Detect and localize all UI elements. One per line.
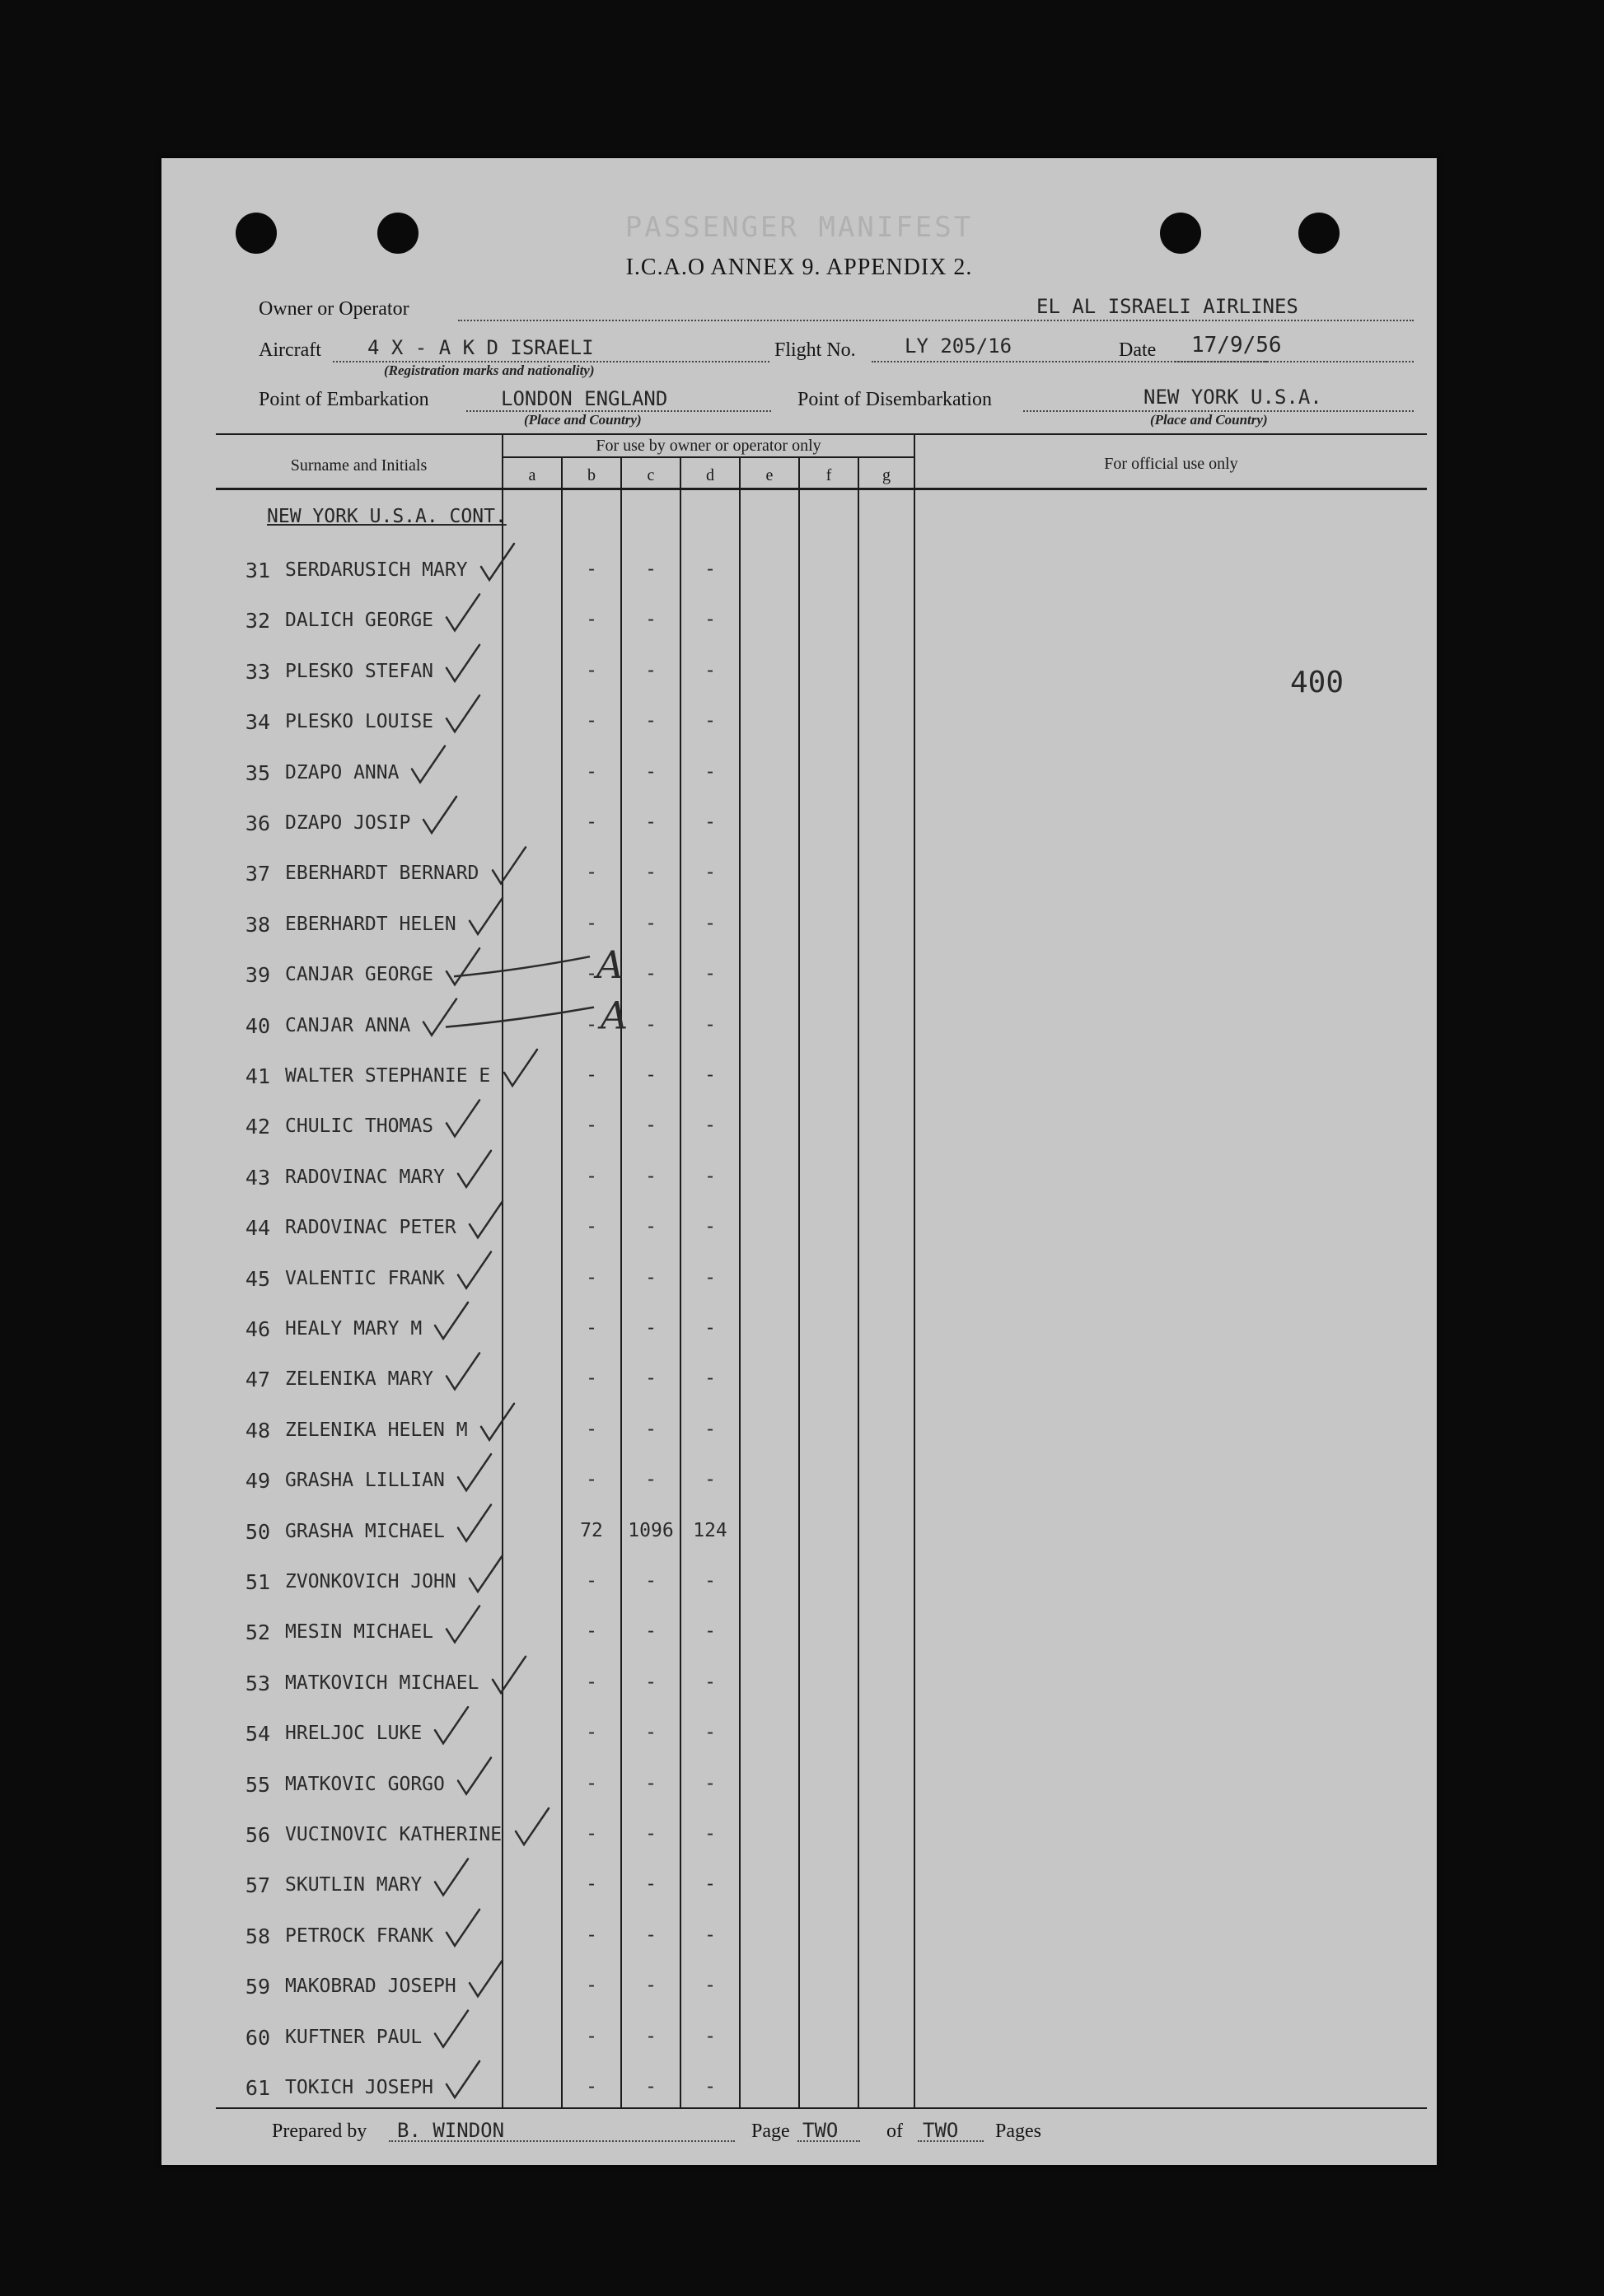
cell-c: - xyxy=(645,710,657,732)
cell-b: - xyxy=(586,1873,597,1896)
embark-value: LONDON ENGLAND xyxy=(501,387,668,410)
check-mark xyxy=(423,999,456,1036)
cell-d: - xyxy=(704,1873,716,1896)
cell-b: - xyxy=(586,1671,597,1693)
of-label: of xyxy=(886,2121,903,2142)
passenger-name: ZELENIKA MARY xyxy=(285,1368,434,1391)
passenger-name: MATKOVIC GORGO xyxy=(285,1773,445,1795)
cell-c: - xyxy=(645,1924,657,1946)
cell-d: - xyxy=(704,963,716,985)
owner-label: Owner or Operator xyxy=(259,298,409,320)
column-header-f: f xyxy=(825,466,832,484)
pen-stroke xyxy=(454,956,590,976)
cell-d: - xyxy=(704,1823,716,1845)
cell-c: - xyxy=(645,609,657,631)
cell-d: - xyxy=(704,609,716,631)
cell-d: - xyxy=(704,1469,716,1491)
cell-d: - xyxy=(704,659,716,681)
row-number: 36 xyxy=(245,811,270,835)
passenger-name: VALENTIC FRANK xyxy=(285,1267,445,1289)
check-mark xyxy=(435,1302,468,1339)
cell-b: - xyxy=(586,760,597,783)
cell-d: - xyxy=(704,710,716,732)
column-header-d: d xyxy=(706,466,714,484)
check-mark xyxy=(458,1454,491,1490)
row-number: 34 xyxy=(245,710,270,735)
passenger-name: RADOVINAC MARY xyxy=(285,1166,445,1188)
row-number: 54 xyxy=(245,1722,270,1747)
official-note: 400 xyxy=(1290,666,1344,699)
cell-b: - xyxy=(586,1317,597,1339)
row-number: 43 xyxy=(245,1165,270,1190)
row-number: 47 xyxy=(245,1368,270,1392)
cell-c: - xyxy=(645,1418,657,1440)
cell-c: - xyxy=(645,1115,657,1137)
row-number: 46 xyxy=(245,1317,270,1341)
cell-c: - xyxy=(645,1620,657,1643)
cell-b: - xyxy=(586,1975,597,1997)
cell-d: - xyxy=(704,811,716,833)
embark-note: (Place and Country) xyxy=(524,412,642,428)
passenger-name: EBERHARDT BERNARD xyxy=(285,863,479,885)
cell-c: - xyxy=(645,963,657,985)
cell-d: - xyxy=(704,1671,716,1693)
cell-b: - xyxy=(586,1013,597,1036)
cell-c: - xyxy=(645,1873,657,1896)
check-mark xyxy=(435,1859,468,1895)
cell-c: - xyxy=(645,1165,657,1187)
cell-d: - xyxy=(704,1115,716,1137)
cell-b: - xyxy=(586,1216,597,1238)
check-mark xyxy=(412,746,445,783)
column-header-b: b xyxy=(587,466,596,484)
cell-c: - xyxy=(645,1317,657,1339)
check-mark xyxy=(423,797,456,833)
row-number: 45 xyxy=(245,1266,270,1291)
check-mark xyxy=(447,1100,479,1136)
cell-d: - xyxy=(704,1064,716,1086)
aircraft-note: (Registration marks and nationality) xyxy=(384,362,595,378)
check-mark xyxy=(470,1960,503,1996)
passenger-name: PETROCK FRANK xyxy=(285,1924,434,1947)
check-mark xyxy=(470,1201,503,1237)
surname-header: Surname and Initials xyxy=(290,456,428,475)
cell-d: - xyxy=(704,1165,716,1187)
row-number: 52 xyxy=(245,1620,270,1645)
cell-b: - xyxy=(586,559,597,580)
cell-d: - xyxy=(704,760,716,783)
cell-b: - xyxy=(586,1823,597,1845)
cell-c: - xyxy=(645,1469,657,1491)
page-label: Page xyxy=(751,2121,790,2142)
check-mark xyxy=(493,847,526,883)
passenger-name: TOKICH JOSEPH xyxy=(285,2077,434,2098)
passenger-name: SERDARUSICH MARY xyxy=(285,559,468,581)
manifest-title: PASSENGER MANIFEST xyxy=(624,211,974,244)
cell-b: - xyxy=(586,1064,597,1086)
passenger-name: DZAPO ANNA xyxy=(285,761,400,783)
check-mark xyxy=(447,1353,479,1389)
cell-c: - xyxy=(645,912,657,934)
cell-b: - xyxy=(586,862,597,884)
cell-b: - xyxy=(586,1165,597,1187)
margin-mark: A xyxy=(596,942,624,988)
passenger-name: KUFTNER PAUL xyxy=(285,2026,423,2048)
cell-d: - xyxy=(704,1266,716,1288)
cell-c: - xyxy=(645,1823,657,1845)
check-mark xyxy=(458,1151,491,1187)
passenger-name: WALTER STEPHANIE E xyxy=(285,1065,491,1087)
passenger-name: GRASHA LILLIAN xyxy=(285,1470,445,1492)
cell-d: - xyxy=(704,912,716,934)
check-mark xyxy=(458,1758,491,1794)
check-mark xyxy=(458,1505,491,1541)
row-number: 40 xyxy=(245,1013,270,1038)
check-mark xyxy=(470,898,503,934)
check-mark xyxy=(481,1404,514,1440)
cell-c: - xyxy=(645,1064,657,1086)
passenger-name: MAKOBRAD JOSEPH xyxy=(285,1976,456,1998)
row-number: 51 xyxy=(245,1570,270,1594)
handwritten-marks xyxy=(161,158,1437,2165)
disembark-value: NEW YORK U.S.A. xyxy=(1143,386,1322,409)
flight-label: Flight No. xyxy=(774,339,856,361)
cell-d: - xyxy=(704,1772,716,1794)
row-number: 42 xyxy=(245,1115,270,1139)
row-number: 60 xyxy=(245,2025,270,2050)
date-value: 17/9/56 xyxy=(1191,333,1282,358)
cell-b: - xyxy=(586,1115,597,1137)
cell-c: - xyxy=(645,1722,657,1744)
continuation-label: NEW YORK U.S.A. CONT. xyxy=(267,506,507,527)
passenger-name: CANJAR GEORGE xyxy=(285,964,434,986)
cell-d: - xyxy=(704,2076,716,2097)
cell-c: - xyxy=(645,1772,657,1794)
disembark-note: (Place and Country) xyxy=(1150,412,1268,428)
row-number: 31 xyxy=(245,559,270,582)
cell-b: - xyxy=(586,1570,597,1592)
passenger-name: HEALY MARY M xyxy=(285,1318,423,1340)
passenger-name: PLESKO STEFAN xyxy=(285,660,434,682)
cell-b: - xyxy=(586,659,597,681)
passenger-name: DALICH GEORGE xyxy=(285,610,434,632)
cell-b: - xyxy=(586,912,597,934)
aircraft-value: 4 X - A K D ISRAELI xyxy=(367,336,594,359)
cell-d: - xyxy=(704,2025,716,2047)
cell-d: - xyxy=(704,1924,716,1946)
cell-b: - xyxy=(586,2025,597,2047)
cell-c: 1096 xyxy=(628,1519,674,1541)
check-mark xyxy=(447,645,479,681)
flight-value: LY 205/16 xyxy=(905,334,1012,358)
passenger-name: DZAPO JOSIP xyxy=(285,812,411,834)
prepared-value: B. WINDON xyxy=(397,2119,505,2142)
passenger-name: CANJAR ANNA xyxy=(285,1014,411,1036)
passenger-name: GRASHA MICHAEL xyxy=(285,1520,445,1542)
check-mark xyxy=(435,1707,468,1743)
cell-c: - xyxy=(645,1570,657,1592)
check-mark xyxy=(447,594,479,630)
cell-b: - xyxy=(586,1469,597,1491)
check-mark xyxy=(447,1606,479,1642)
manifest-subtitle: I.C.A.O ANNEX 9. APPENDIX 2. xyxy=(625,255,973,280)
cell-b: - xyxy=(586,1772,597,1794)
cell-d: - xyxy=(704,1013,716,1036)
cell-b: - xyxy=(586,609,597,631)
row-number: 44 xyxy=(245,1216,270,1241)
cell-d: - xyxy=(704,1216,716,1238)
date-label: Date xyxy=(1119,339,1157,361)
cell-b: - xyxy=(586,1266,597,1288)
check-mark xyxy=(447,2061,479,2097)
cell-b: 72 xyxy=(580,1519,603,1541)
row-number: 49 xyxy=(245,1469,270,1494)
cell-b: - xyxy=(586,2076,597,2097)
row-number: 55 xyxy=(245,1772,270,1797)
cell-c: - xyxy=(645,1368,657,1390)
row-number: 35 xyxy=(245,760,270,785)
passenger-name: HRELJOC LUKE xyxy=(285,1723,423,1745)
check-mark xyxy=(516,1808,549,1845)
check-mark xyxy=(447,1910,479,1946)
row-number: 50 xyxy=(245,1519,270,1544)
column-header-g: g xyxy=(882,466,891,484)
total-value: TWO xyxy=(923,2119,959,2142)
cell-b: - xyxy=(586,1418,597,1440)
cell-c: - xyxy=(645,1671,657,1693)
cell-c: - xyxy=(645,1013,657,1036)
row-number: 48 xyxy=(245,1418,270,1443)
passenger-name: MATKOVICH MICHAEL xyxy=(285,1672,479,1694)
passenger-name: ZVONKOVICH JOHN xyxy=(285,1571,456,1592)
cell-b: - xyxy=(586,963,597,985)
check-mark xyxy=(493,1657,526,1693)
cell-b: - xyxy=(586,811,597,833)
cell-b: - xyxy=(586,1722,597,1744)
check-mark xyxy=(481,544,514,580)
passenger-name: PLESKO LOUISE xyxy=(285,711,434,733)
cell-c: - xyxy=(645,659,657,681)
cell-c: - xyxy=(645,1975,657,1997)
cell-d: - xyxy=(704,1975,716,1997)
column-header-c: c xyxy=(647,466,655,484)
cell-d: - xyxy=(704,1368,716,1390)
row-number: 57 xyxy=(245,1873,270,1898)
row-number: 33 xyxy=(245,659,270,684)
cell-d: 124 xyxy=(693,1519,727,1541)
passenger-name: SKUTLIN MARY xyxy=(285,1874,423,1896)
cell-b: - xyxy=(586,1620,597,1643)
cell-c: - xyxy=(645,862,657,884)
row-number: 56 xyxy=(245,1823,270,1847)
official-header: For official use only xyxy=(1104,455,1238,473)
check-mark xyxy=(447,695,479,732)
manifest-sheet xyxy=(161,158,1437,2165)
cell-d: - xyxy=(704,862,716,884)
column-header-e: e xyxy=(765,466,774,484)
cell-d: - xyxy=(704,1570,716,1592)
cell-d: - xyxy=(704,1317,716,1339)
pages-label: Pages xyxy=(995,2121,1041,2142)
row-number: 38 xyxy=(245,912,270,937)
cell-d: - xyxy=(704,1722,716,1744)
row-number: 41 xyxy=(245,1064,270,1088)
passenger-name: RADOVINAC PETER xyxy=(285,1217,456,1239)
margin-mark: A xyxy=(601,993,629,1038)
embark-label: Point of Embarkation xyxy=(259,389,429,410)
cell-c: - xyxy=(645,2076,657,2097)
passenger-name: CHULIC THOMAS xyxy=(285,1115,434,1138)
cell-d: - xyxy=(704,1418,716,1440)
check-mark xyxy=(504,1050,537,1086)
cell-c: - xyxy=(645,760,657,783)
passenger-name: EBERHARDT HELEN xyxy=(285,913,456,935)
check-mark xyxy=(470,1555,503,1592)
column-header-a: a xyxy=(528,466,536,484)
check-mark xyxy=(458,1252,491,1288)
cell-c: - xyxy=(645,1266,657,1288)
row-number: 58 xyxy=(245,1924,270,1948)
disembark-label: Point of Disembarkation xyxy=(797,389,992,410)
aircraft-label: Aircraft xyxy=(259,339,321,361)
cell-c: - xyxy=(645,559,657,580)
cell-b: - xyxy=(586,710,597,732)
cell-c: - xyxy=(645,2025,657,2047)
passenger-name: VUCINOVIC KATHERINE xyxy=(285,1824,503,1845)
row-number: 39 xyxy=(245,963,270,988)
row-number: 53 xyxy=(245,1671,270,1695)
passenger-name: MESIN MICHAEL xyxy=(285,1621,434,1644)
cell-b: - xyxy=(586,1368,597,1390)
owner-use-header: For use by owner or operator only xyxy=(596,437,821,455)
prepared-label: Prepared by xyxy=(272,2121,367,2142)
row-number: 61 xyxy=(245,2076,270,2100)
check-mark xyxy=(435,2011,468,2047)
cell-d: - xyxy=(704,559,716,580)
row-number: 59 xyxy=(245,1975,270,1999)
cell-c: - xyxy=(645,1216,657,1238)
passenger-name: ZELENIKA HELEN M xyxy=(285,1419,468,1441)
cell-c: - xyxy=(645,811,657,833)
row-number: 32 xyxy=(245,609,270,634)
pen-stroke xyxy=(446,1008,594,1027)
owner-value: EL AL ISRAELI AIRLINES xyxy=(1036,295,1298,318)
cell-d: - xyxy=(704,1620,716,1643)
page-value: TWO xyxy=(802,2119,839,2142)
check-mark xyxy=(447,948,479,984)
row-number: 37 xyxy=(245,862,270,886)
cell-b: - xyxy=(586,1924,597,1946)
